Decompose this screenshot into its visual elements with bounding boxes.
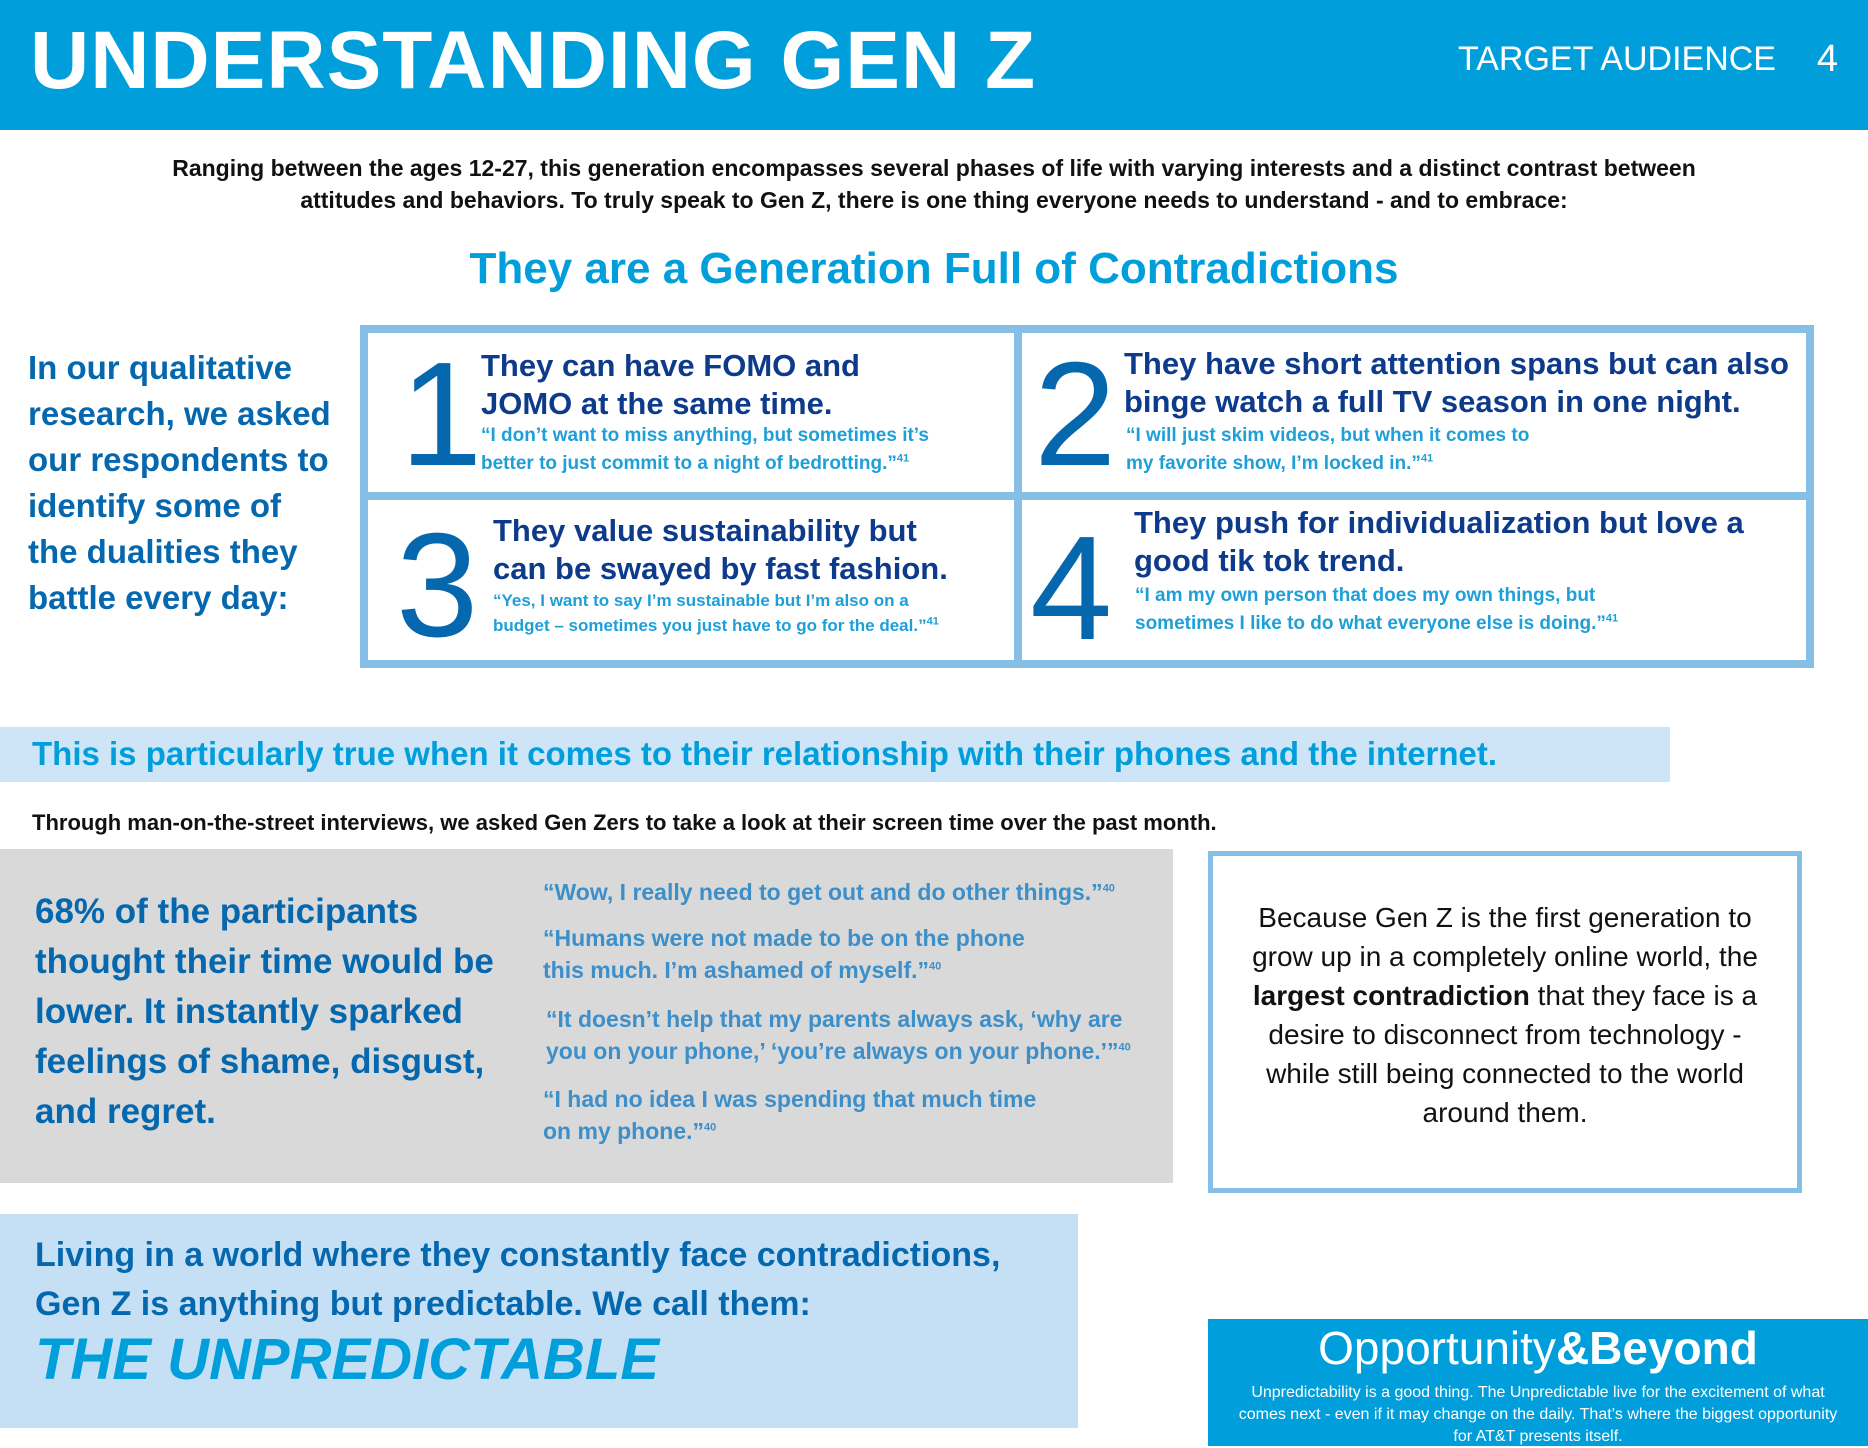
conclusion-box — [0, 1214, 1078, 1428]
card-title-line: They value sustainability but — [493, 513, 917, 548]
card-title-line: can be swayed by fast fashion. — [493, 551, 948, 586]
stat-statement — [35, 887, 495, 1137]
card-title-line: They push for individualization but love a — [1134, 505, 1744, 540]
stat-percent: 68% — [35, 892, 106, 931]
qualitative-line: In our qualitative — [28, 349, 293, 386]
callout-text-part: that they face is a desire to disconnect from technology - while still being connected to the world around them. — [1266, 980, 1758, 1128]
card-title-line: They can have FOMO and — [481, 348, 860, 383]
footnote-ref: 41 — [1605, 612, 1619, 625]
qualitative-line: identify some of — [28, 487, 282, 524]
card-quote — [481, 422, 929, 478]
screen-time-findings — [0, 849, 1173, 1183]
genz-quote — [543, 1083, 1036, 1147]
section-label: TARGET AUDIENCE — [1457, 40, 1776, 78]
opportunity-title-light: Opportunity — [1318, 1322, 1556, 1374]
footnote-ref: 41 — [926, 615, 939, 628]
card-title — [481, 347, 860, 423]
highlight-banner — [0, 727, 1670, 782]
card-number: 1 — [400, 332, 483, 497]
card-quote-line: sometimes I like to do what everyone else is doing.” — [1135, 613, 1606, 634]
quote-line: “Wow, I really need to get out and do other things.” — [543, 879, 1103, 905]
callout-emphasis: largest contradiction — [1252, 980, 1530, 1011]
genz-quote — [546, 1003, 1131, 1067]
contradiction-card-4 — [1022, 500, 1806, 671]
card-title-line: JOMO at the same time. — [481, 386, 833, 421]
segment-name: THE UNPREDICTABLE — [35, 1327, 660, 1392]
quote-line: “It doesn’t help that my parents always ask, ‘why are — [546, 1006, 1123, 1032]
opportunity-box — [1208, 1319, 1868, 1446]
card-title-line: They have short attention spans but can also — [1124, 346, 1789, 381]
card-number: 2 — [1034, 332, 1117, 497]
conclusion-text — [35, 1231, 1000, 1329]
card-title — [493, 512, 948, 588]
card-title — [1134, 504, 1744, 580]
interviews-intro: Through man-on-the-street interviews, we asked Gen Zers to take a look at their screen time over the past month. — [32, 810, 1217, 835]
opportunity-title — [1208, 1321, 1868, 1375]
callout-text — [1235, 898, 1775, 1132]
footnote-ref: 41 — [1420, 452, 1434, 465]
stat-text: of the participants thought their time would be lower. It instantly sparked feelings of shame, disgust, and regret. — [35, 892, 494, 1131]
qualitative-line: our respondents to — [28, 441, 329, 478]
qualitative-research-text — [28, 345, 358, 621]
card-quote-line: “Yes, I want to say I’m sustainable but I’m also on a — [493, 591, 909, 610]
contradiction-callout — [1208, 851, 1802, 1193]
contradictions-grid — [360, 325, 1814, 671]
card-number: 4 — [1030, 506, 1113, 671]
card-quote-line: better to just commit to a night of bedrotting.” — [481, 453, 897, 474]
header-bar — [0, 0, 1868, 130]
opportunity-text: Unpredictability is a good thing. The Unpredictable live for the excitement of what comes next - even if it may change on the daily. That’s where the biggest opportunity for AT&T presents itself. — [1238, 1384, 1838, 1445]
card-quote-line: “I don’t want to miss anything, but sometimes it’s — [481, 425, 929, 446]
card-quote — [1126, 422, 1529, 478]
card-title-line: binge watch a full TV season in one night. — [1124, 384, 1741, 419]
intro-line: Ranging between the ages 12-27, this generation encompasses several phases of life with varying interests and a distinct contrast between — [172, 155, 1696, 181]
card-title-line: good tik tok trend. — [1134, 543, 1405, 578]
genz-quote — [543, 876, 1115, 908]
page-number: 4 — [1816, 38, 1838, 80]
card-quote — [493, 588, 939, 638]
contradiction-card-3 — [368, 500, 1014, 668]
quote-line: on my phone.” — [543, 1118, 704, 1144]
section-headline: They are a Generation Full of Contradictions — [469, 244, 1399, 293]
card-quote-line: my favorite show, I’m locked in.” — [1126, 453, 1421, 474]
opportunity-title-bold: &Beyond — [1555, 1322, 1758, 1374]
contradiction-card-2 — [1022, 332, 1806, 497]
card-quote-line: budget – sometimes you just have to go for the deal.” — [493, 616, 927, 635]
intro-paragraph — [150, 152, 1718, 216]
card-number: 3 — [396, 503, 479, 668]
page-title: UNDERSTANDING GEN Z — [30, 15, 1037, 106]
genz-quote — [543, 922, 1025, 986]
intro-line: attitudes and behaviors. To truly speak to Gen Z, there is one thing everyone needs to understand - and to embrace: — [300, 187, 1568, 213]
card-quote — [1135, 582, 1618, 638]
conclusion-line: Living in a world where they constantly face contradictions, — [35, 1236, 1001, 1274]
quote-line: you on your phone,’ ‘you’re always on your phone.’” — [546, 1038, 1119, 1064]
card-quote-line: “I will just skim videos, but when it comes to — [1126, 425, 1530, 446]
footnote-ref: 40 — [1118, 1041, 1131, 1054]
footnote-ref: 40 — [1102, 882, 1115, 895]
conclusion-line: Gen Z is anything but predictable. We call them: — [35, 1285, 811, 1323]
quote-line: this much. I’m ashamed of myself.” — [543, 957, 929, 983]
qualitative-line: research, we asked — [28, 395, 331, 432]
contradiction-card-1 — [368, 332, 1014, 497]
card-quote-line: “I am my own person that does my own things, but — [1135, 585, 1596, 606]
quote-line: “I had no idea I was spending that much time — [543, 1086, 1037, 1112]
card-title — [1124, 345, 1789, 421]
footnote-ref: 40 — [704, 1121, 717, 1134]
qualitative-line: battle every day: — [28, 579, 289, 616]
footnote-ref: 40 — [929, 960, 942, 973]
banner-text: This is particularly true when it comes to their relationship with their phones and the internet. — [32, 735, 1498, 772]
footnote-ref: 41 — [896, 452, 910, 465]
quote-line: “Humans were not made to be on the phone — [543, 925, 1025, 951]
callout-text-part: Because Gen Z is the first generation to grow up in a completely online world, the — [1252, 902, 1758, 972]
qualitative-line: the dualities they — [28, 533, 298, 570]
